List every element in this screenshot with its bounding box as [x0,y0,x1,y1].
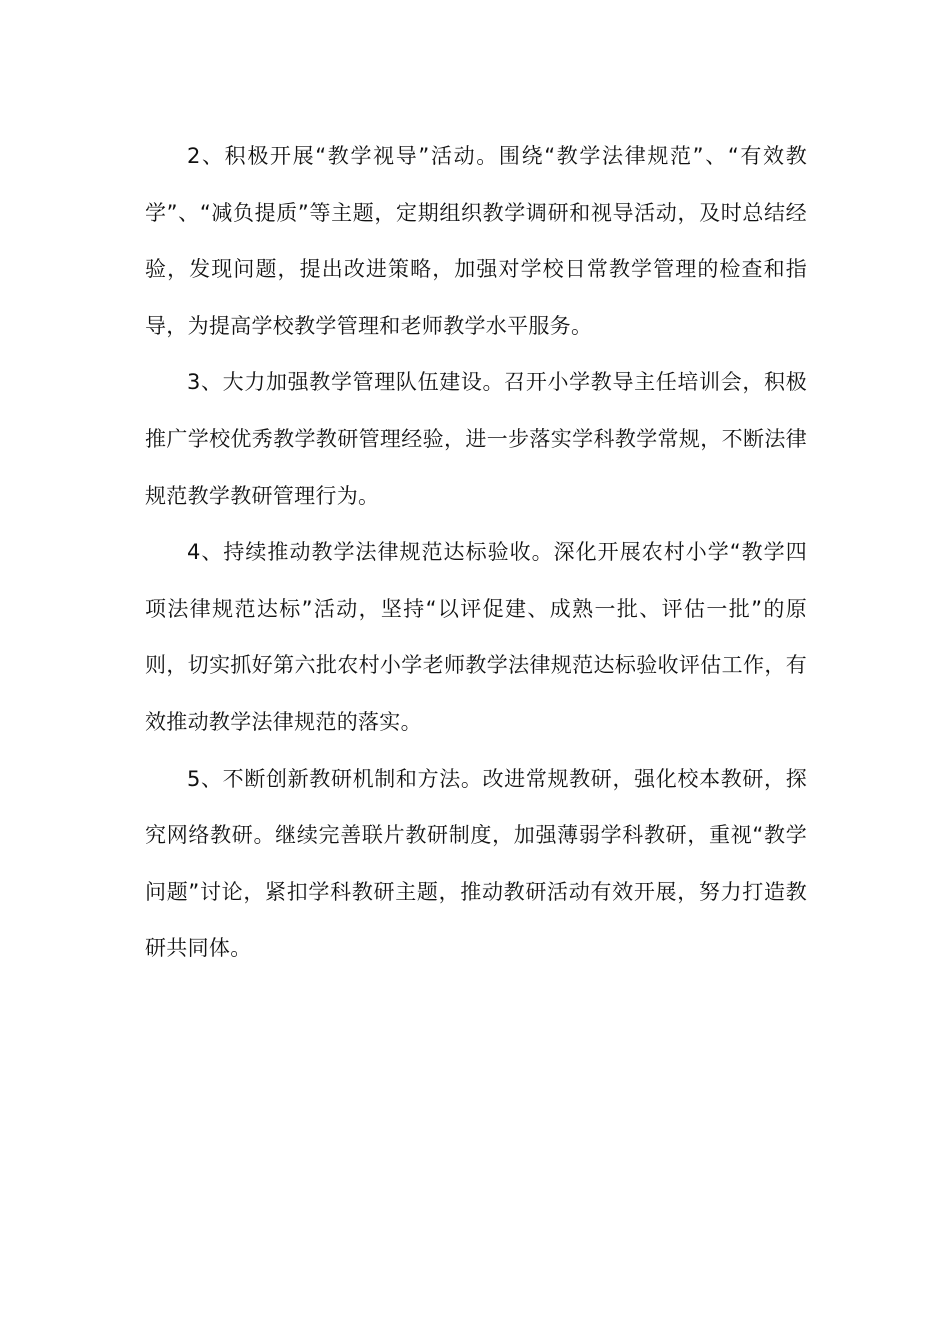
document-body [145,128,807,977]
paragraph-item-2: 2、积极开展“教学视导”活动。围绕“教学法律规范”、“有效教学”、“减负提质”等主题，定期组织教学调研和视导活动，及时总结经验，发现问题，提出改进策略，加强对学校日常教学管理的检查和指导，为提高学校教学管理和老师教学水平服务。 [145,144,807,338]
paragraph-item-5: 5、不断创新教研机制和方法。改进常规教研，强化校本教研，探究网络教研。继续完善联片教研制度，加强薄弱学科教研，重视“教学问题”讨论，紧扣学科教研主题，推动教研活动有效开展，努力打造教研共同体。 [145,766,807,961]
paragraph-item-4: 4、持续推动教学法律规范达标验收。深化开展农村小学“教学四项法律规范达标”活动，坚持“以评促建、成熟一批、评估一批”的原则，切实抓好第六批农村小学老师教学法律规范达标验收评估工作，有效推动教学法律规范的落实。 [145,540,807,734]
paragraph-item-3: 3、大力加强教学管理队伍建设。召开小学教导主任培训会，积极推广学校优秀教学教研管理经验，进一步落实学科教学常规，不断法律规范教学教研管理行为。 [145,370,807,508]
